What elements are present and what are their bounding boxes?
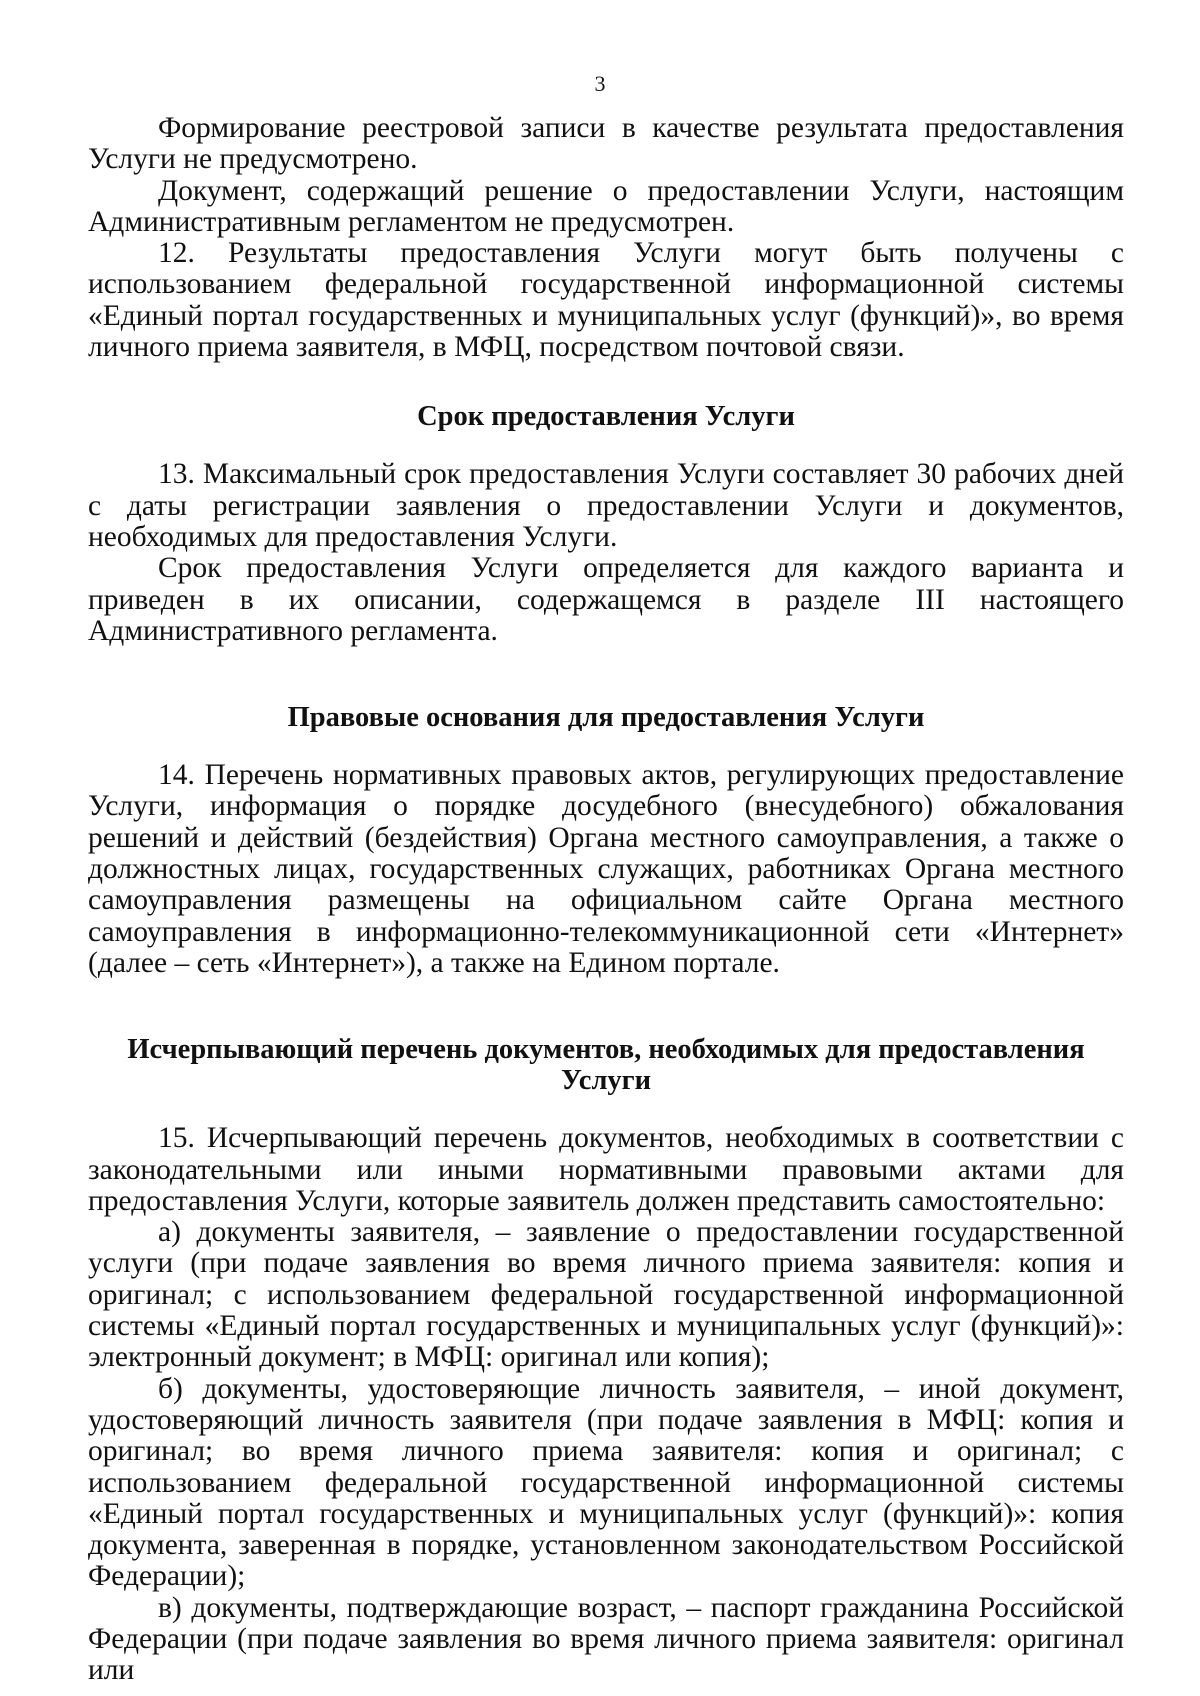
spacer xyxy=(88,363,1124,401)
paragraph-15-v: в) документы, подтверждающие возраст, – паспорт гражданина Российской Федерации (при подаче заявления во время личного приема заявителя: оригинал или xyxy=(88,1591,1124,1687)
paragraph-decision-document: Документ, содержащий решение о предоставлении Услуги, настоящим Административным регламентом не предусмотрен. xyxy=(88,174,1124,238)
spacer xyxy=(88,432,1124,459)
heading-term: Срок предоставления Услуги xyxy=(417,401,795,433)
document-body xyxy=(88,113,1124,1687)
heading-documents xyxy=(88,1034,1124,1096)
paragraph-15-b: б) документы, удостоверяющие личность заявителя, – иной документ, удостоверяющий личность заявителя (при подаче заявления в МФЦ: копия и оригинал; во время личного приема заявителя: копия и оригинал; с использованием федеральной государственной информационной системы «Единый портал государственных и муниципальных услуг (функций)»: копия документа, заверенная в порядке, установленном законодательством Российской Федерации); xyxy=(88,1372,1124,1593)
paragraph-13: 13. Максимальный срок предоставления Услуги составляет 30 рабочих дней с даты регистрации заявления о предоставлении Услуги и документов, необходимых для предоставления Услуги. xyxy=(88,458,1124,553)
spacer xyxy=(88,733,1124,760)
spacer xyxy=(88,979,1124,1034)
spacer xyxy=(88,647,1124,702)
heading-legal-basis: Правовые основания для предоставления Услуги xyxy=(287,702,925,734)
paragraph-12: 12. Результаты предоставления Услуги могут быть получены с использованием федеральной государственной информационной системы «Единый портал государственных и муниципальных услуг (функций)», во время личного приема заявителя, в МФЦ, посредством почтовой связи. xyxy=(88,237,1124,364)
paragraph-registry-record: Формирование реестровой записи в качестве результата предоставления Услуги не предусмотрено. xyxy=(88,112,1124,176)
paragraph-15: 15. Исчерпывающий перечень документов, необходимых в соответствии с законодательными или иными нормативными правовыми актами для предоставления Услуги, которые заявитель должен представить самостоятельно: xyxy=(88,1122,1124,1217)
paragraph-term-variants: Срок предоставления Услуги определяется для каждого варианта и приведен в их описании, содержащемся в разделе III настоящего Административного регламента. xyxy=(88,552,1124,647)
heading-documents-line1: Исчерпывающий перечень документов, необходимых для предоставления xyxy=(127,1034,1085,1066)
spacer xyxy=(88,1096,1124,1123)
paragraph-15-a: а) документы заявителя, – заявление о предоставлении государственной услуги (при подаче заявления во время личного приема заявителя: копия и оригинал; с использованием федеральной государственной информационной системы «Единый портал государственных и муниципальных услуг (функций)»: электронный документ; в МФЦ: оригинал или копия); xyxy=(88,1216,1124,1374)
heading-documents-line2: Услуги xyxy=(560,1065,652,1097)
page-number: 3 xyxy=(594,71,606,96)
paragraph-14: 14. Перечень нормативных правовых актов, регулирующих предоставление Услуги, информация о порядке досудебного (внесудебного) обжалования решений и действий (бездействия) Органа местного самоуправления, а также о должностных лицах, государственных служащих, работниках Органа местного самоуправления размещены на официальном сайте Органа местного самоуправления в информационно-телекоммуникационной сети «Интернет» (далее – сеть «Интернет»), а также на Едином портале. xyxy=(88,759,1124,979)
